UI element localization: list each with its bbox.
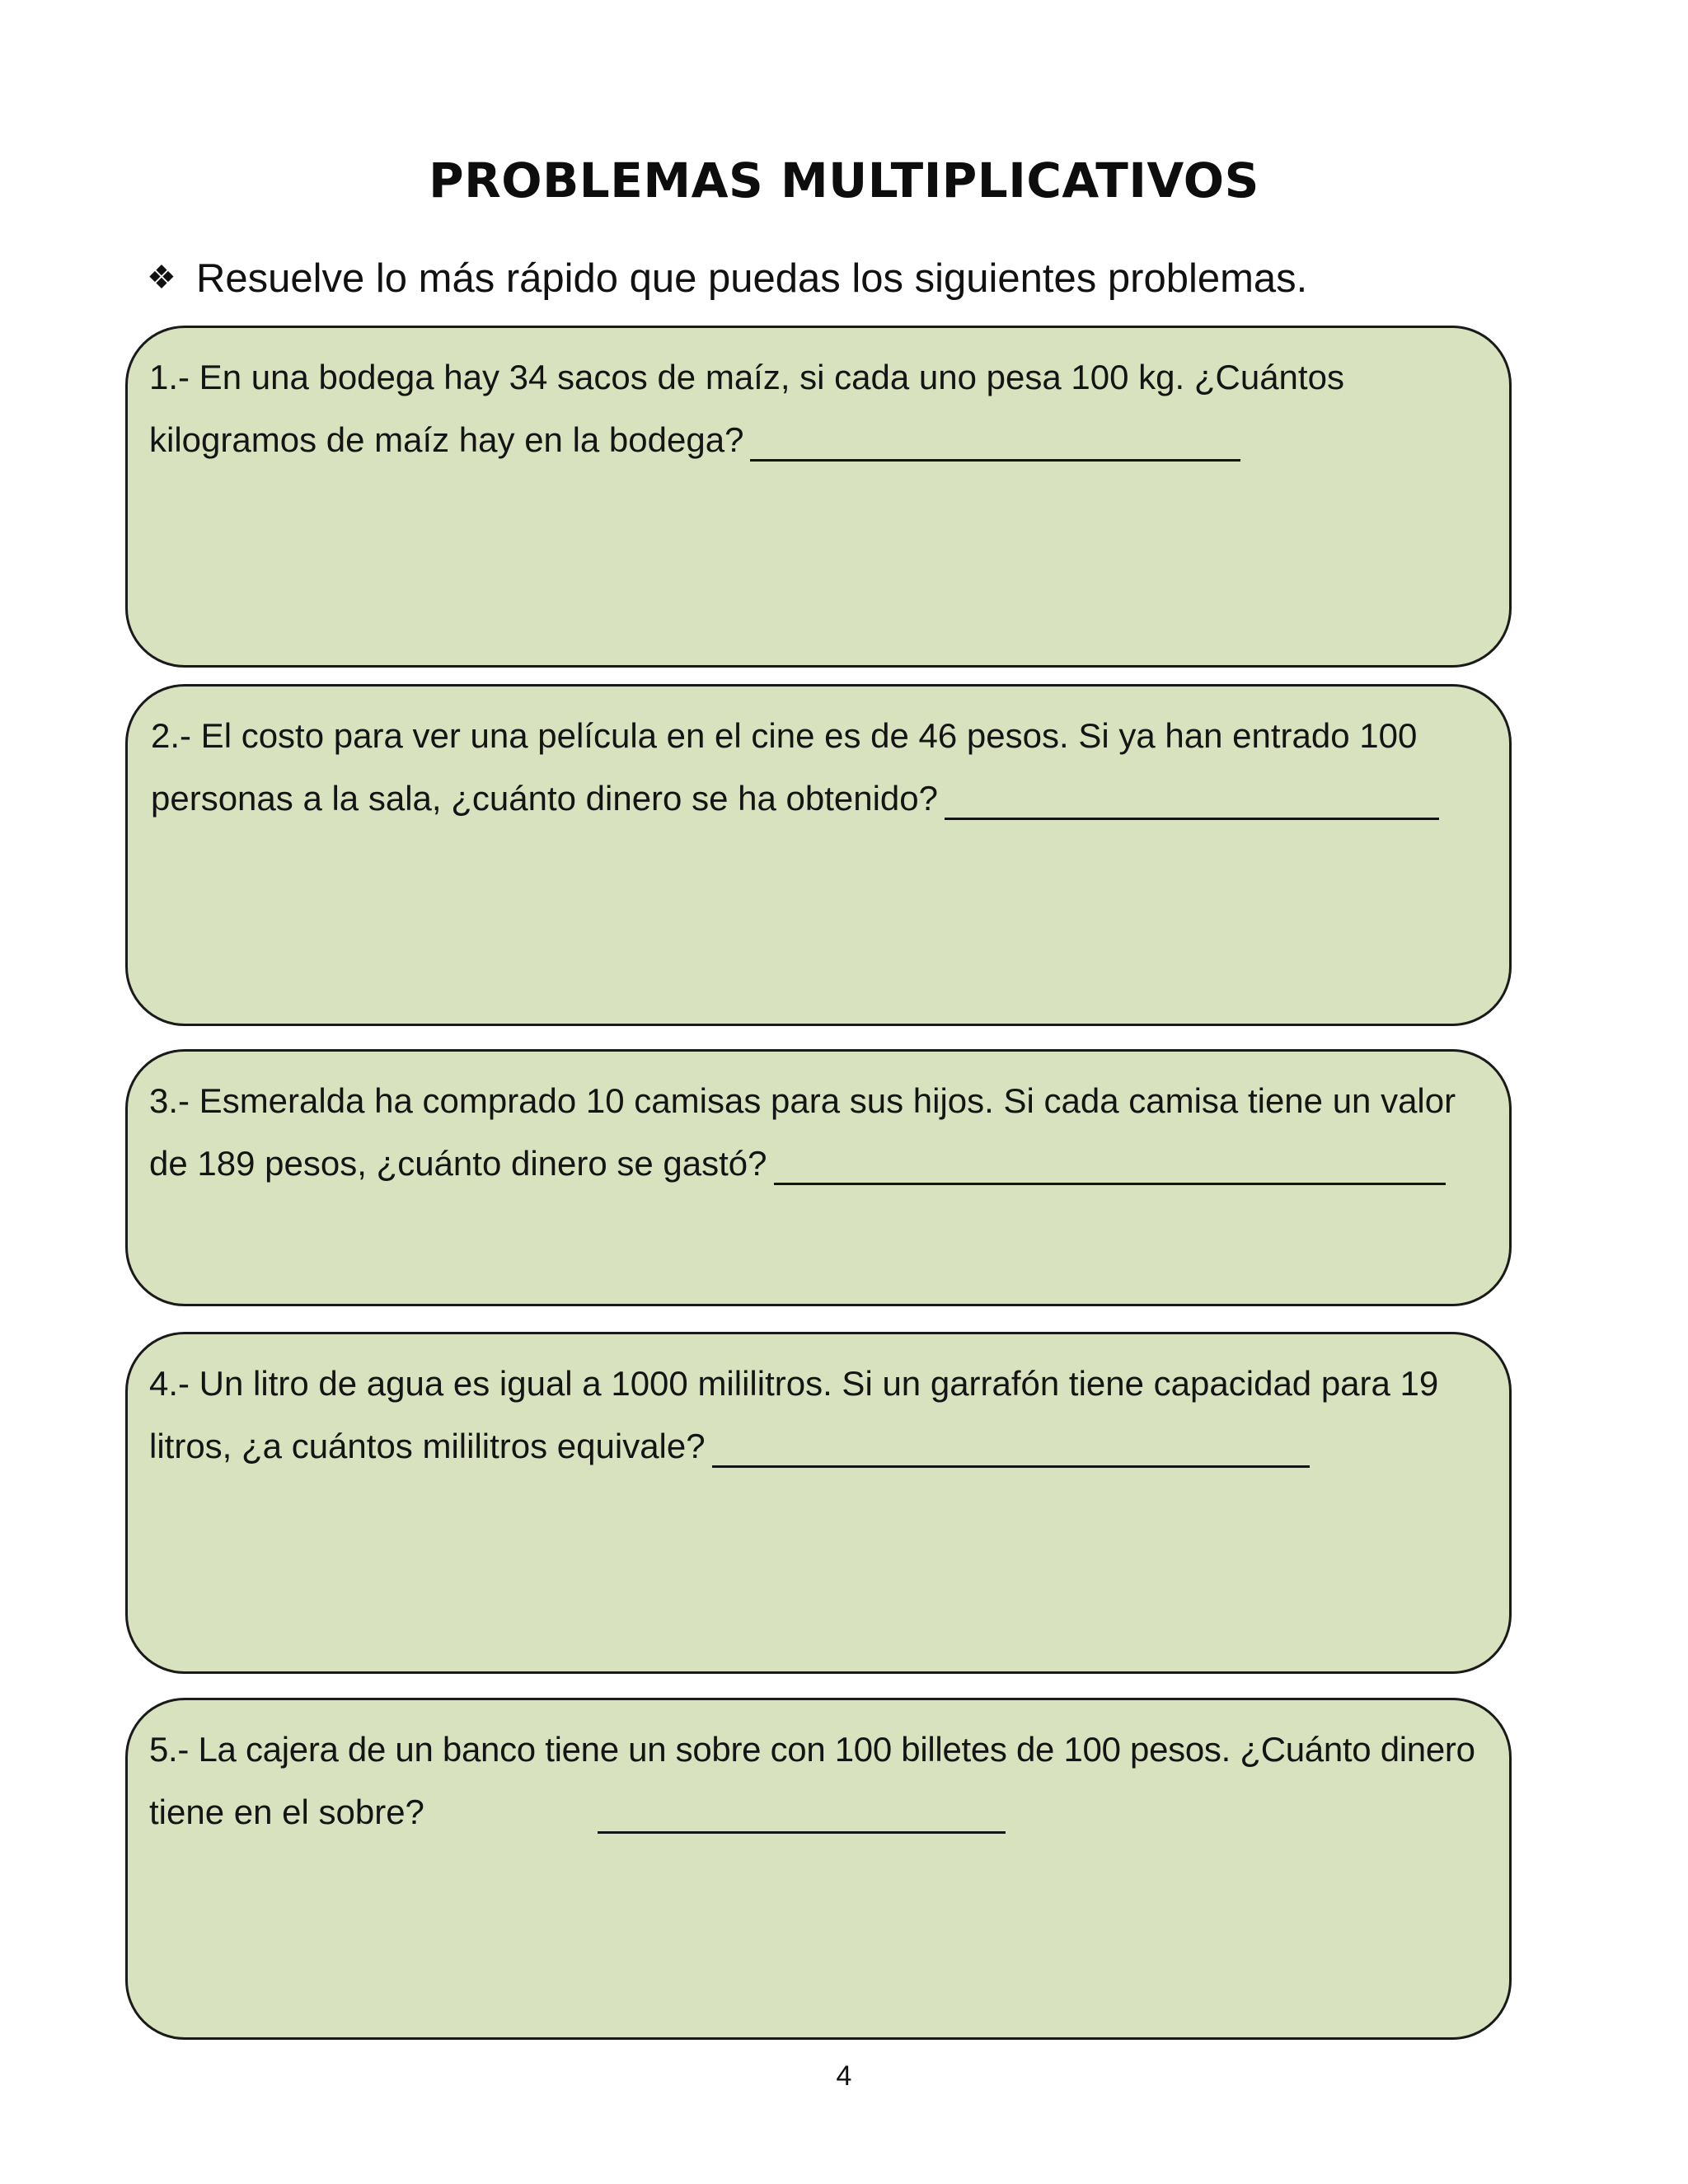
- problem-text-3: [149, 1070, 1501, 1195]
- answer-blank-1[interactable]: [750, 421, 1240, 462]
- problem-box-1: [125, 326, 1512, 668]
- problem-5-line-2: [149, 1781, 1501, 1844]
- problem-3-question: de 189 pesos, ¿cuánto dinero se gastó?: [149, 1144, 767, 1183]
- problem-4-line-2: [149, 1415, 1501, 1478]
- answer-blank-5[interactable]: [598, 1793, 1006, 1834]
- problem-box-3: [125, 1049, 1512, 1306]
- answer-blank-2[interactable]: [945, 780, 1439, 820]
- problem-box-4: [125, 1332, 1512, 1674]
- problem-4-question: litros, ¿a cuántos mililitros equivale?: [149, 1427, 706, 1465]
- problem-text-4: [149, 1352, 1501, 1478]
- problem-4-line-1: 4.- Un litro de agua es igual a 1000 mililitros. Si un garrafón tiene capacidad para 19: [149, 1364, 1439, 1403]
- page-title: PROBLEMAS MULTIPLICATIVOS: [429, 152, 1259, 209]
- problem-1-question: kilogramos de maíz hay en la bodega?: [149, 420, 744, 459]
- problem-3-line-2: [149, 1132, 1501, 1195]
- diamond-bullet-icon: ❖: [147, 260, 176, 296]
- instruction-text: Resuelve lo más rápido que puedas los siguientes problemas.: [196, 256, 1308, 301]
- problem-box-2: [125, 684, 1512, 1026]
- problem-text-1: [149, 346, 1501, 471]
- problem-2-question: personas a la sala, ¿cuánto dinero se ha obtenido?: [151, 779, 938, 818]
- answer-blank-4[interactable]: [712, 1427, 1310, 1468]
- problem-3-line-1: 3.- Esmeralda ha comprado 10 camisas para sus hijos. Si cada camisa tiene un valor: [149, 1081, 1456, 1120]
- problem-text-5: [149, 1718, 1501, 1844]
- problem-5-question: tiene en el sobre?: [149, 1793, 424, 1831]
- problem-text-2: [151, 705, 1503, 830]
- problem-2-line-2: [151, 767, 1503, 830]
- page-number: 4: [836, 2060, 852, 2092]
- instruction: [147, 255, 1548, 302]
- problem-box-5: [125, 1698, 1512, 2040]
- problem-2-line-1: 2.- El costo para ver una película en el cine es de 46 pesos. Si ya han entrado 100: [151, 716, 1418, 755]
- problem-1-line-1: 1.- En una bodega hay 34 sacos de maíz, si cada uno pesa 100 kg. ¿Cuántos: [149, 358, 1344, 396]
- problem-1-line-2: [149, 409, 1501, 471]
- problem-5-line-1: 5.- La cajera de un banco tiene un sobre con 100 billetes de 100 pesos. ¿Cuánto dinero: [149, 1730, 1475, 1769]
- answer-blank-3[interactable]: [774, 1145, 1446, 1185]
